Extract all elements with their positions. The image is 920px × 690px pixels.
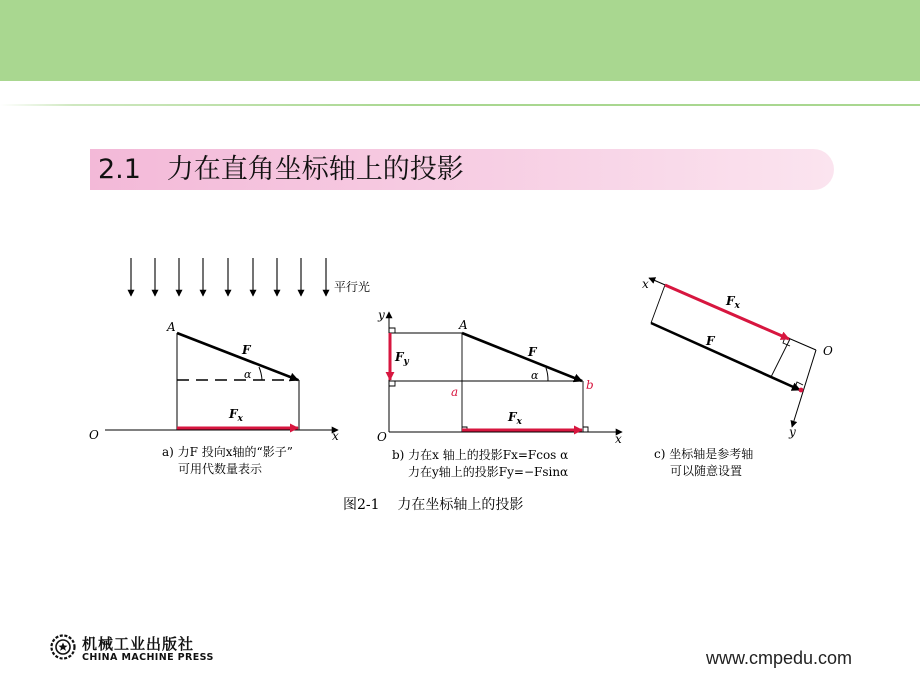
origin-label: O <box>89 428 99 442</box>
panel-b-caption-2: 力在y轴上的投影Fy=−Fsinα <box>408 465 569 479</box>
panel-c-caption-1: c) 坐标轴是参考轴 <box>654 447 754 461</box>
parallel-light-label: 平行光 <box>334 280 371 294</box>
angle-label: α <box>244 368 252 381</box>
panel-c <box>642 277 833 478</box>
panel-a <box>89 258 370 476</box>
panel-b-caption-1: b) 力在x 轴上的投影Fx=Fcos α <box>392 448 569 462</box>
publisher-logo-icon <box>50 634 76 660</box>
y-axis-label: y <box>378 308 385 322</box>
projection-y-label: $F_y$ <box>395 350 409 367</box>
point-b-label: b <box>586 378 594 392</box>
website-url: www.cmpedu.com <box>706 648 853 668</box>
projection-label: $F_x$ <box>726 294 740 311</box>
y-axis-label: y <box>789 425 796 439</box>
panel-c-caption-2: 可以随意设置 <box>670 464 743 478</box>
x-axis-label: x <box>642 277 649 291</box>
force-vector <box>177 333 298 380</box>
panel-a-caption-1: a) 力F 投向x轴的“影子” <box>162 445 293 459</box>
point-A-label: A <box>459 318 468 332</box>
origin-label: O <box>823 344 833 358</box>
publisher-name-en: CHINA MACHINE PRESS <box>82 652 214 663</box>
section-number: 2.1 <box>98 154 141 185</box>
force-vector <box>462 333 582 381</box>
figure-caption: 图2-1 力在坐标轴上的投影 <box>343 497 524 513</box>
projection-label: $F_x$ <box>229 407 243 424</box>
publisher-name-cn: 机械工业出版社 <box>82 635 195 653</box>
point-A-label: A <box>167 320 176 334</box>
force-label: F <box>528 345 537 359</box>
projection-x-label: $F_x$ <box>508 410 522 427</box>
force-label: F <box>706 334 715 348</box>
origin-label: O <box>377 430 387 444</box>
angle-arc <box>546 368 548 381</box>
projection-endpoint <box>799 388 804 393</box>
section-title-text: 力在直角坐标轴上的投影 <box>166 154 464 185</box>
angle-arc <box>259 367 262 380</box>
force-label: F <box>242 343 251 357</box>
parallel-light-rays <box>131 258 326 296</box>
angle-label: α <box>531 369 539 382</box>
panel-b <box>377 308 622 479</box>
point-a-label: a <box>451 385 459 399</box>
x-axis-label: x <box>332 429 339 443</box>
panel-a-caption-2: 可用代数量表示 <box>178 462 263 476</box>
x-axis-label: x <box>615 432 622 446</box>
